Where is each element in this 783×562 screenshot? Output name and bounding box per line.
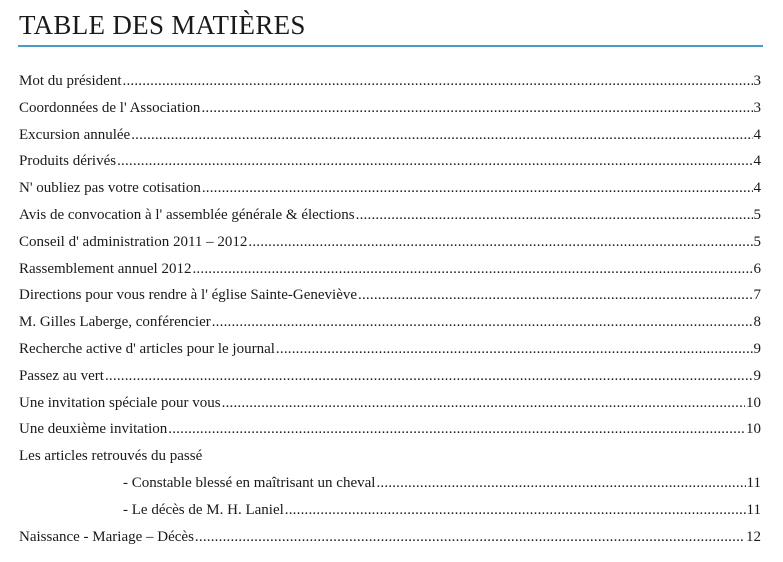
toc-entry-page: 10 [746,394,761,411]
toc-entry-page: 7 [753,287,761,304]
table-of-contents [19,68,761,550]
toc-entry [19,68,761,95]
toc-entry-label: Passez au vert [19,367,104,384]
toc-entry [19,202,761,229]
toc-entry [19,282,761,309]
toc-entry [19,122,761,149]
dot-leader [356,202,753,229]
toc-entry-label: Les articles retrouvés du passé [19,448,203,465]
toc-entry-page: 5 [753,206,761,223]
toc-entry-label: - Le décès de M. H. Laniel [123,501,284,518]
toc-entry-label: Une deuxième invitation [19,421,168,438]
dot-leader [117,148,752,175]
toc-entry-page: 11 [746,474,761,491]
toc-entry-label: Excursion annulée [19,126,131,143]
toc-entry [19,363,761,390]
toc-entry [19,390,761,417]
toc-entry-page: 5 [753,233,761,250]
toc-entry-label: Produits dérivés [19,153,117,170]
dot-leader [222,390,745,417]
toc-entry [19,175,761,202]
dot-leader [201,95,752,122]
toc-entry-page: 4 [753,180,761,197]
dot-leader [358,282,752,309]
toc-entry-page: 4 [753,126,761,143]
toc-entry-label: N' oubliez pas votre cotisation [19,180,201,197]
toc-entry-page: 4 [753,153,761,170]
toc-entry [19,256,761,283]
toc-entry-label: Conseil d' administration 2011 – 2012 [19,233,248,250]
page-title: TABLE DES MATIÈRES [19,10,306,40]
toc-entry-page: 3 [753,73,761,89]
dot-leader [195,524,745,551]
toc-entry-label: Avis de convocation à l' assemblée générale & élections [19,206,355,223]
toc-section-heading [19,443,761,470]
dot-leader [202,175,753,202]
toc-entry-label: Recherche active d' articles pour le journal [19,340,275,357]
toc-entry [19,524,761,551]
toc-entry [19,309,761,336]
toc-entry-page: 8 [753,314,761,331]
toc-entry-label: Naissance - Mariage – Décès [19,528,194,545]
dot-leader [212,309,753,336]
toc-entry-label: Mot du président [19,73,122,89]
toc-entry-page: 9 [753,340,761,357]
toc-entry-label: Une invitation spéciale pour vous [19,394,221,411]
toc-entry-label: Rassemblement annuel 2012 [19,260,192,277]
toc-entry [19,416,761,443]
toc-entry [19,336,761,363]
toc-subentry [19,497,761,524]
toc-entry [19,229,761,256]
dot-leader [168,416,745,443]
dot-leader [248,229,752,256]
toc-entry [19,95,761,122]
toc-subentry [19,470,761,497]
dot-leader [276,336,753,363]
toc-entry-page: 11 [746,501,761,518]
toc-entry-label: Directions pour vous rendre à l' église Sainte-Geneviève [19,287,358,304]
dot-leader [285,497,746,524]
dot-leader [105,363,753,390]
toc-entry-page: 10 [746,421,761,438]
toc-entry-page: 6 [753,260,761,277]
toc-entry-page: 12 [746,528,761,545]
dot-leader [123,68,753,95]
toc-entry-label: M. Gilles Laberge, conférencier [19,314,211,331]
toc-entry-page: 3 [753,99,761,116]
toc-entry [19,148,761,175]
toc-entry-page: 9 [753,367,761,384]
toc-entry-label: - Constable blessé en maîtrisant un cheval [123,474,376,491]
toc-entry-label: Coordonnées de l' Association [19,99,201,116]
title-underline [18,45,763,47]
dot-leader [376,470,745,497]
dot-leader [192,256,752,283]
dot-leader [131,122,752,149]
